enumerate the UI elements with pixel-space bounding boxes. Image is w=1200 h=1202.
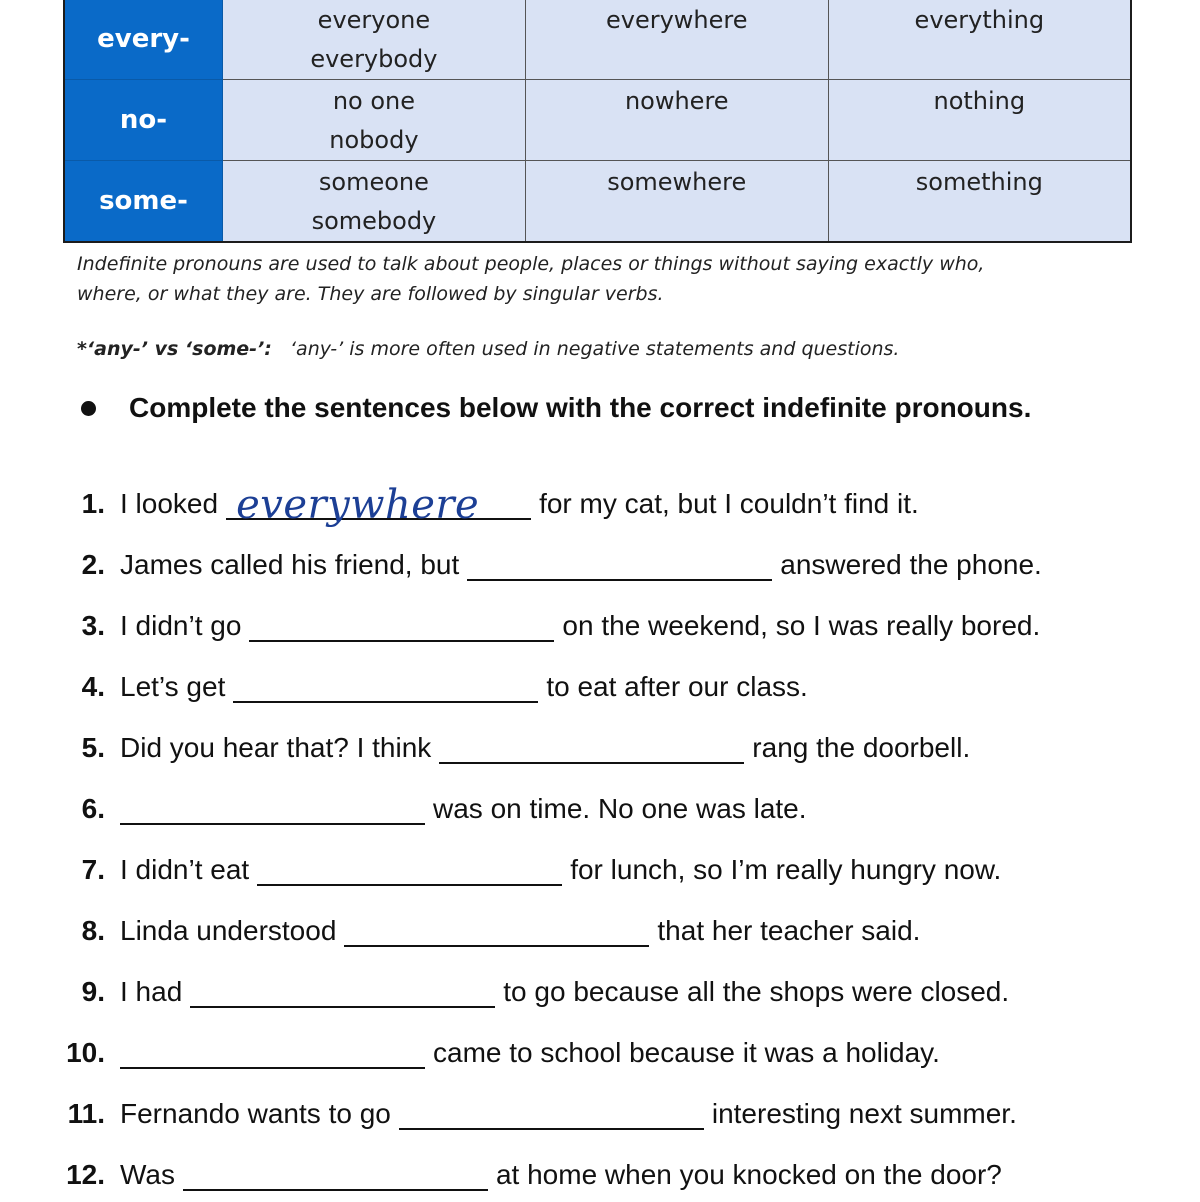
sentence-start: Linda understood xyxy=(120,915,337,946)
sentence-end: for my cat, but I couldn’t find it. xyxy=(539,488,919,519)
any-vs-some-label: *‘any-’ vs ‘some-’: xyxy=(77,338,272,360)
sentence-start: I had xyxy=(120,976,183,1007)
exercise-item xyxy=(0,1141,1002,1191)
sentence-end: at home when you knocked on the door? xyxy=(495,1159,1002,1190)
pronoun-word: someone xyxy=(318,168,429,196)
people-cell xyxy=(223,0,526,80)
exercise-number: 7. xyxy=(81,854,105,885)
things-cell xyxy=(828,161,1131,243)
exercise-item xyxy=(0,1019,940,1069)
sentence-start: I didn’t eat xyxy=(120,854,250,885)
exercise-number: 8. xyxy=(81,915,105,946)
sentence-start: I looked xyxy=(120,488,219,519)
answer-blank[interactable] xyxy=(467,539,772,581)
exercise-number: 11. xyxy=(67,1098,105,1129)
any-vs-some-text: ‘any-’ is more often used in negative statements and questions. xyxy=(290,338,900,360)
definition-note xyxy=(77,249,1157,309)
pronoun-word: nobody xyxy=(329,126,419,154)
things-cell xyxy=(828,80,1131,161)
pronoun-word: everybody xyxy=(310,45,438,73)
pronoun-word: no one xyxy=(332,87,415,115)
table-row xyxy=(64,161,1131,243)
table-row xyxy=(64,0,1131,80)
definition-line-1: Indefinite pronouns are used to talk about people, places or things without saying exactly who, xyxy=(77,253,985,275)
pronoun-table xyxy=(63,0,1132,243)
sentence-start: I didn’t go xyxy=(120,610,242,641)
exercise-item xyxy=(0,531,1042,581)
bullet-icon xyxy=(81,401,96,416)
exercise-number: 2. xyxy=(81,549,105,580)
handwritten-answer: everywhere xyxy=(236,482,480,528)
sentence-end: for lunch, so I’m really hungry now. xyxy=(570,854,1002,885)
answer-blank[interactable] xyxy=(257,844,562,886)
places-cell xyxy=(525,80,828,161)
exercise-item xyxy=(0,1080,1017,1130)
any-vs-some-note xyxy=(77,334,1157,364)
answer-blank[interactable] xyxy=(249,600,554,642)
sentence-start: Fernando wants to go xyxy=(120,1098,391,1129)
exercise-item xyxy=(0,714,970,764)
answer-blank[interactable] xyxy=(190,966,495,1008)
pronoun-word: somebody xyxy=(311,207,437,235)
exercise-item xyxy=(0,775,807,825)
sentence-end: answered the phone. xyxy=(780,549,1042,580)
sentence-start: Did you hear that? I think xyxy=(120,732,432,763)
sentence-end: to go because all the shops were closed. xyxy=(503,976,1010,1007)
things-cell xyxy=(828,0,1131,80)
answer-blank[interactable] xyxy=(183,1149,488,1191)
sentence-end: on the weekend, so I was really bored. xyxy=(562,610,1041,641)
definition-line-2: where, or what they are. They are followed by singular verbs. xyxy=(77,283,664,305)
exercise-number: 4. xyxy=(81,671,105,702)
exercise-number: 3. xyxy=(81,610,105,641)
exercise-number: 6. xyxy=(81,793,105,824)
pronoun-word: everything xyxy=(914,6,1045,34)
exercise-item xyxy=(0,592,1040,642)
sentence-start: Was xyxy=(120,1159,175,1190)
table-row xyxy=(64,80,1131,161)
prefix-cell: every- xyxy=(64,0,223,80)
pronoun-word: nowhere xyxy=(624,87,729,115)
people-cell xyxy=(223,80,526,161)
people-cell xyxy=(223,161,526,243)
sentence-start: Let’s get xyxy=(120,671,226,702)
exercise-number: 12. xyxy=(66,1159,105,1190)
prefix-cell: no- xyxy=(64,80,223,161)
exercise-number: 5. xyxy=(81,732,105,763)
sentence-end: to eat after our class. xyxy=(546,671,808,702)
answer-blank[interactable] xyxy=(344,905,649,947)
pronoun-word: something xyxy=(915,168,1043,196)
exercise-number: 1. xyxy=(81,488,105,519)
sentence-end: rang the doorbell. xyxy=(752,732,971,763)
places-cell xyxy=(525,0,828,80)
exercise-item xyxy=(0,958,1009,1008)
instruction-text: Complete the sentences below with the correct indefinite pronouns. xyxy=(129,392,1032,423)
answer-blank[interactable] xyxy=(120,1027,425,1069)
pronoun-word: everywhere xyxy=(605,6,748,34)
sentence-end: was on time. No one was late. xyxy=(433,793,807,824)
answer-blank[interactable] xyxy=(226,478,531,528)
answer-blank[interactable] xyxy=(233,661,538,703)
exercise-item xyxy=(0,836,1001,886)
instruction xyxy=(80,392,1180,424)
pronoun-word: somewhere xyxy=(607,168,747,196)
sentence-end: interesting next summer. xyxy=(711,1098,1017,1129)
sentence-end: that her teacher said. xyxy=(657,915,921,946)
exercise-item xyxy=(0,897,920,947)
places-cell xyxy=(525,161,828,243)
exercise-item xyxy=(0,653,808,703)
pronoun-word: everyone xyxy=(317,6,431,34)
exercise-number: 9. xyxy=(81,976,105,1007)
answer-blank[interactable] xyxy=(399,1088,704,1130)
answer-blank[interactable] xyxy=(120,783,425,825)
sentence-end: came to school because it was a holiday. xyxy=(433,1037,940,1068)
exercise-number: 10. xyxy=(66,1037,105,1068)
prefix-cell: some- xyxy=(64,161,223,243)
exercise-item xyxy=(0,470,919,528)
sentence-start: James called his friend, but xyxy=(120,549,460,580)
answer-blank[interactable] xyxy=(439,722,744,764)
pronoun-word: nothing xyxy=(933,87,1026,115)
